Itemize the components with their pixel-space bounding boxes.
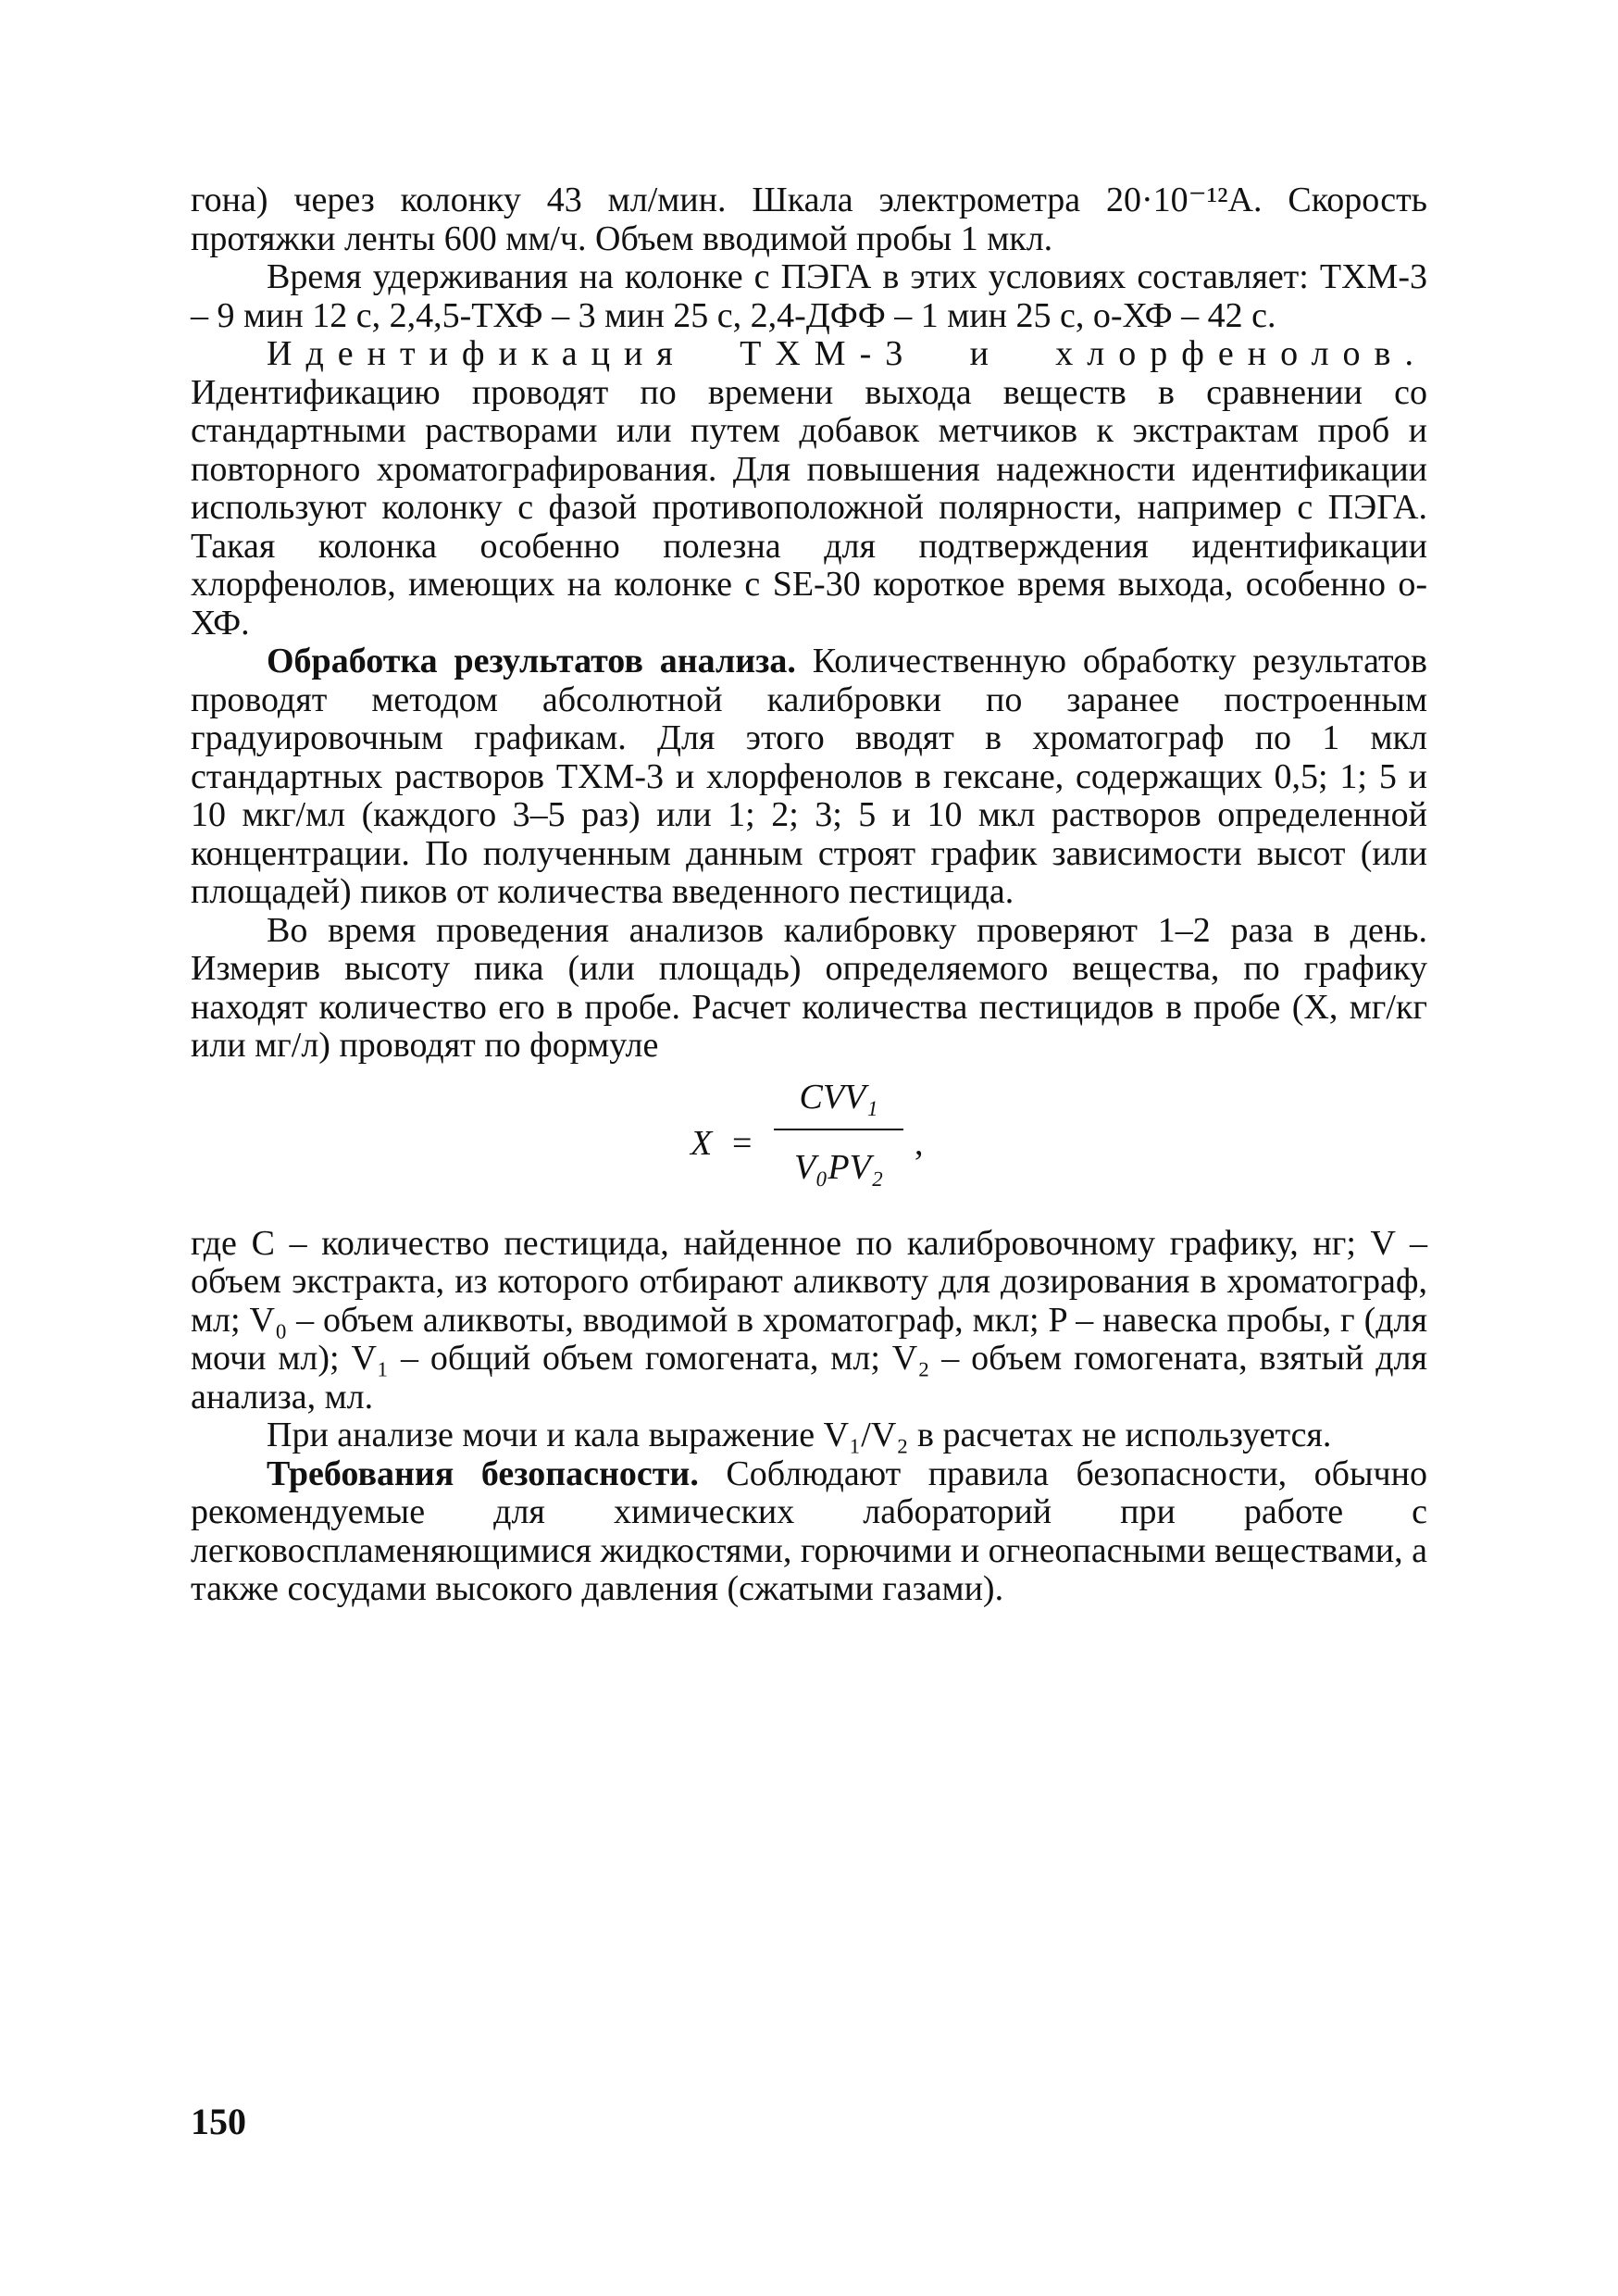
safety-text: Соблюдают правила безопасности, обычно рекомендуемые для химических лабораторий при работе с легковоспламеняющимися жидкостями, горючими и огнеопасными веществами, а также сосудами высокого давления (сжатыми газами). bbox=[191, 1454, 1427, 1608]
formula-denominator: V₀PV₂ bbox=[793, 1147, 884, 1187]
heading-results-processing: Обработка результатов анализа. bbox=[267, 642, 796, 680]
paragraph-retention-times: Время удерживания на колонке с ПЭГА в этих условиях составляет: ТХМ-3 – 9 мин 12 с, 2,4,5-ТХФ – 3 мин 25 с, 2,4-ДФФ – 1 мин 25 с, о-ХФ – 42 с. bbox=[191, 257, 1427, 335]
page-number: 150 bbox=[191, 2101, 246, 2142]
formula-equals: = bbox=[732, 1123, 753, 1163]
paragraph-safety bbox=[191, 1455, 1427, 1609]
document-body bbox=[191, 181, 1427, 1609]
results-processing-text: Количественную обработку результатов проводят методом абсолютной калибровки по заранее построенным градуировочным графикам. Для этого вводят в хроматограф по 1 мкл стандартных растворов ТХМ-3 и хлорфенолов в гексане, содержащих 0,5; 1; 5 и 10 мкг/мл (каждого 3–5 раз) или 1; 2; 3; 5 и 10 мкл растворов определенной концентрации. По полученным данным строят график зависимости высот (или площадей) пиков от количества введенного пестицида. bbox=[191, 642, 1427, 911]
formula-lhs: X bbox=[691, 1123, 713, 1163]
formula-numerator: CVV₁ bbox=[799, 1077, 878, 1117]
identification-text: Идентификацию проводят по времени выхода веществ в сравнении со стандартными растворами или путем добавок метчиков к экстрактам проб и повторного хроматографирования. Для повышения надежности идентификации используют колонку с фазой противоположной полярности, например с ПЭГА. Такая колонка особенно полезна для подтверждения идентификации хлорфенолов, имеющих на колонке с SE-30 короткое время выхода, особенно о-ХФ. bbox=[191, 372, 1427, 643]
paragraph-variable-definitions: где C – количество пестицида, найденное по калибровочному графику, нг; V – объем экстракта, из которого отбирают аликвоту для дозирования в хроматограф, мл; V₀ – объем аликвоты, вводимой в хроматограф, мкл; P – навеска пробы, г (для мочи мл); V₁ – общий объем гомогената, мл; V₂ – объем гомогената, взятый для анализа, мл. bbox=[191, 1223, 1427, 1416]
paragraph-results-processing bbox=[191, 643, 1427, 912]
formula bbox=[191, 1077, 1427, 1216]
paragraph-urine-feces-note: При анализе мочи и кала выражение V₁/V₂ в расчетах не используется. bbox=[267, 1416, 1332, 1454]
formula-fraction bbox=[774, 1077, 903, 1188]
paragraph-identification bbox=[191, 335, 1427, 643]
formula-comma: , bbox=[915, 1123, 924, 1163]
paragraph-gas-flow: гона) через колонку 43 мл/мин. Шкала электрометра 20·10⁻¹²А. Скорость протяжки ленты 600 мм/ч. Объем вводимой пробы 1 мкл. bbox=[191, 181, 1427, 258]
heading-safety: Требования безопасности. bbox=[267, 1454, 699, 1493]
heading-identification: Идентификация ТХМ-3 и хлорфенолов. bbox=[267, 334, 1427, 373]
formula-fraction-bar bbox=[774, 1129, 903, 1130]
paragraph-calibration: Во время проведения анализов калибровку проверяют 1–2 раза в день. Измерив высоту пика (или площадь) определяемого вещества, по графику находят количество его в пробе. Расчет количества пестицидов в пробе (X, мг/кг или мг/л) проводят по формуле bbox=[191, 910, 1427, 1065]
